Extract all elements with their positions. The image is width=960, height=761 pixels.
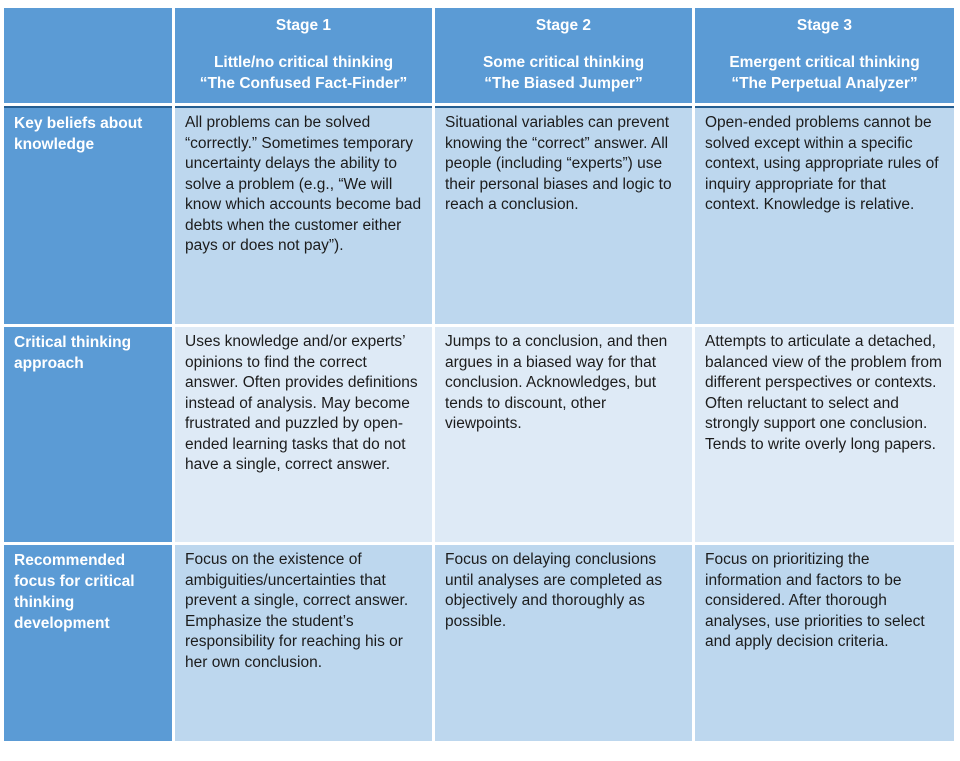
stage-3-title: Stage 3	[796, 17, 853, 34]
column-header-stage-3	[695, 8, 954, 103]
critical-thinking-stages-table	[4, 8, 954, 741]
cell-recommended-focus-stage-1: Focus on the existence of ambiguities/uncertainties that prevent a single, correct answer. Emphasize the student’s responsibility for reaching his or her own conclusion.	[175, 545, 432, 741]
cell-key-beliefs-stage-1: All problems can be solved “correctly.” Sometimes temporary uncertainty delays the ability to solve a problem (e.g., “We will know which accounts become bad debts when the customer either pays or does not pay”).	[175, 106, 432, 324]
corner-cell	[4, 8, 172, 103]
row-label-recommended-focus: Recommended focus for critical thinking development	[4, 545, 172, 741]
row-label-key-beliefs: Key beliefs about knowledge	[4, 106, 172, 324]
column-header-stage-1	[175, 8, 432, 103]
column-header-stage-2	[435, 8, 692, 103]
cell-recommended-focus-stage-2: Focus on delaying conclusions until analyses are completed as objectively and thoroughly as possible.	[435, 545, 692, 741]
stage-1-level: Little/no critical thinking	[213, 54, 394, 71]
stage-2-title: Stage 2	[535, 17, 592, 34]
stage-3-nickname: “The Perpetual Analyzer”	[731, 75, 918, 92]
cell-approach-stage-3: Attempts to articulate a detached, balanced view of the problem from different perspectives or contexts. Often reluctant to select and strongly support one conclusion. Tends to write overly long papers.	[695, 327, 954, 542]
stage-2-level: Some critical thinking	[482, 54, 645, 71]
stage-1-nickname: “The Confused Fact-Finder”	[199, 75, 408, 92]
stage-1-title: Stage 1	[275, 17, 332, 34]
stage-2-nickname: “The Biased Jumper”	[484, 75, 643, 92]
cell-approach-stage-2: Jumps to a conclusion, and then argues in a biased way for that conclusion. Acknowledges, but tends to discount, other viewpoints.	[435, 327, 692, 542]
stage-3-level: Emergent critical thinking	[729, 54, 920, 71]
row-label-approach: Critical thinking approach	[4, 327, 172, 542]
cell-key-beliefs-stage-2: Situational variables can prevent knowing the “correct” answer. All people (including “experts”) use their personal biases and logic to reach a conclusion.	[435, 106, 692, 324]
cell-recommended-focus-stage-3: Focus on prioritizing the information and factors to be considered. After thorough analyses, use priorities to select and apply decision criteria.	[695, 545, 954, 741]
cell-key-beliefs-stage-3: Open-ended problems cannot be solved except within a specific context, using appropriate rules of inquiry appropriate for that context. Knowledge is relative.	[695, 106, 954, 324]
cell-approach-stage-1: Uses knowledge and/or experts’ opinions to find the correct answer. Often provides definitions instead of analysis. May become frustrated and puzzled by open-ended learning tasks that do not have a single, correct answer.	[175, 327, 432, 542]
